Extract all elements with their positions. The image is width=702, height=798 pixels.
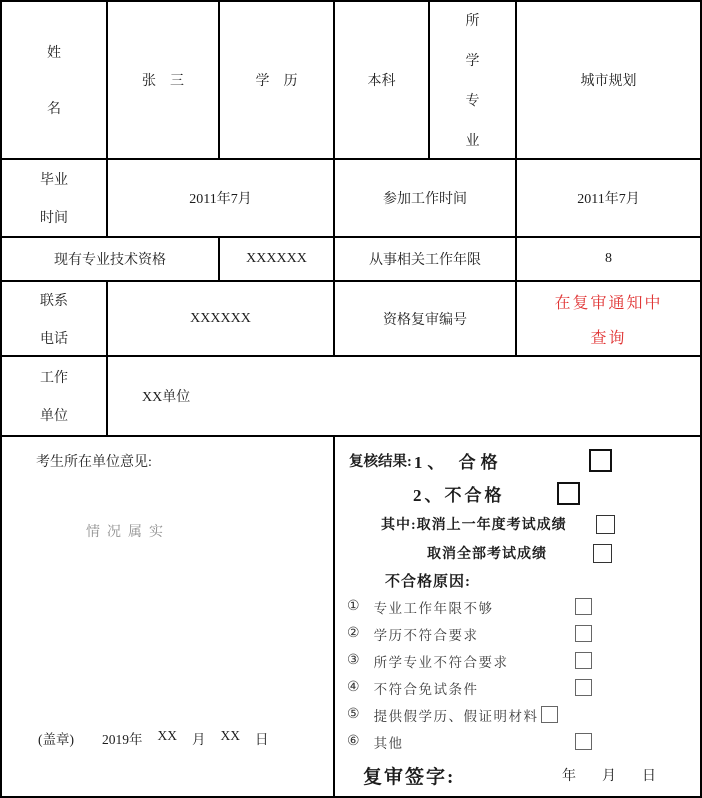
name-value: 张三 [142, 74, 198, 89]
phone-value: XXXXXX [190, 310, 251, 326]
cell-name-label [2, 2, 108, 158]
checkbox-cancel-last-year[interactable] [596, 515, 615, 534]
reason-row-6 [335, 728, 700, 755]
row-employer [2, 357, 700, 437]
work-years-value: 8 [605, 251, 612, 266]
opinion-title: 考生所在单位意见: [36, 455, 152, 470]
reason-row-5 [335, 701, 700, 728]
cell-review-result [335, 437, 700, 796]
education-label: 学历 [255, 74, 312, 89]
cancel-last-year-line [335, 509, 700, 539]
education-value: 本科 [367, 74, 396, 89]
reason-row-3 [335, 647, 700, 674]
fail-reasons-title: 不合格原因: [385, 573, 471, 590]
reason-number: ⑥ [347, 734, 360, 749]
review-signature-line [335, 757, 700, 793]
opinion-footer [38, 728, 269, 748]
date-month-label: 月 [192, 732, 206, 747]
cancel-all-label: 取消全部考试成绩 [427, 547, 547, 562]
reason-text: 所学专业不符合要求 [373, 654, 509, 670]
review-fail-line [335, 477, 700, 509]
cancel-last-year-label: 取消上一年度考试成绩 [416, 518, 567, 533]
cell-work-years-value [517, 238, 700, 280]
work-start-label: 参加工作时间 [383, 192, 467, 207]
employer-label: 工作 单位 [40, 371, 68, 424]
checkbox-reason-4[interactable] [575, 679, 592, 696]
cell-graduation-label [2, 160, 108, 236]
major-value: 城市规划 [580, 74, 637, 89]
seal-label: (盖章) [38, 732, 74, 747]
reason-row-2 [335, 620, 700, 647]
cell-review-number-label [335, 282, 517, 355]
cell-employer-value [108, 357, 700, 435]
review-result-line [335, 443, 700, 477]
review-number-label: 资格复审编号 [383, 312, 467, 328]
date-year: 2019年 [102, 732, 143, 747]
major-label: 所 学 专 业 [465, 14, 480, 149]
review-signature-label: 复审签字: [363, 766, 456, 788]
reason-number: ⑤ [347, 707, 360, 722]
option-fail-label: 2、不合格 [413, 485, 505, 505]
cell-work-start-label [335, 160, 517, 236]
reason-number: ③ [347, 653, 360, 668]
reason-row-1 [335, 593, 700, 620]
reason-text: 专业工作年限不够 [373, 600, 494, 616]
option-pass-label: 1、 合格 [413, 452, 503, 472]
reason-number: ② [347, 626, 360, 641]
cell-major-label [430, 2, 517, 158]
cell-graduation-value [108, 160, 335, 236]
work-years-label: 从事相关工作年限 [369, 253, 481, 268]
opinion-body: 情况属实 [86, 525, 170, 540]
phone-label: 联系 电话 [40, 293, 68, 347]
cell-education-label [220, 2, 335, 158]
cell-employer-opinion [2, 437, 335, 796]
cell-qualification-value [220, 238, 335, 280]
cell-work-years-label [335, 238, 517, 280]
reason-text: 学历不符合要求 [373, 627, 479, 643]
checkbox-reason-1[interactable] [575, 598, 592, 615]
checkbox-reason-6[interactable] [575, 733, 592, 750]
cancel-all-line [335, 539, 700, 567]
day-label: 日 [642, 769, 656, 784]
cell-major-value [517, 2, 700, 158]
work-start-value: 2011年7月 [577, 192, 640, 207]
signature-date [562, 765, 656, 785]
review-number-value: 在复审通知中 查询 [554, 294, 663, 347]
cell-qualification-label [2, 238, 220, 280]
checkbox-pass[interactable] [589, 449, 612, 472]
date-month-value: XX [157, 728, 177, 743]
cell-education-value [335, 2, 430, 158]
checkbox-cancel-all[interactable] [593, 544, 612, 563]
qualification-label: 现有专业技术资格 [54, 253, 166, 268]
checkbox-fail[interactable] [557, 482, 580, 505]
opinion-date [102, 728, 269, 748]
cell-work-start-value [517, 160, 700, 236]
row-bottom-section [2, 437, 700, 796]
reason-text: 提供假学历、假证明材料 [373, 708, 539, 724]
qualification-value: XXXXXX [246, 251, 307, 266]
cell-phone-label [2, 282, 108, 355]
fail-reasons-title-line [335, 567, 700, 593]
graduation-value: 2011年7月 [189, 192, 252, 207]
reason-text: 不符合免试条件 [373, 681, 479, 697]
name-label: 姓 名 [47, 46, 61, 117]
date-day-label: 日 [255, 732, 269, 747]
row-graduation [2, 160, 700, 238]
date-day-value: XX [220, 728, 240, 743]
checkbox-reason-5[interactable] [541, 706, 558, 723]
checkbox-reason-2[interactable] [575, 625, 592, 642]
reason-row-4 [335, 674, 700, 701]
year-label: 年 [562, 769, 576, 784]
reason-text: 其他 [373, 735, 404, 751]
row-contact [2, 282, 700, 357]
reason-number: ④ [347, 680, 360, 695]
cell-phone-value [108, 282, 335, 355]
among-label: 其中: [381, 518, 417, 533]
employer-value: XX单位 [142, 390, 191, 405]
reason-number: ① [347, 599, 360, 614]
graduation-label: 毕业 时间 [40, 173, 68, 226]
cell-employer-label [2, 357, 108, 435]
month-label: 月 [602, 769, 616, 784]
row-qualification [2, 238, 700, 282]
review-result-label: 复核结果: [349, 453, 412, 470]
cell-name-value [108, 2, 220, 158]
row-basic-info [2, 2, 700, 160]
checkbox-reason-3[interactable] [575, 652, 592, 669]
cell-review-number-value [517, 282, 700, 355]
